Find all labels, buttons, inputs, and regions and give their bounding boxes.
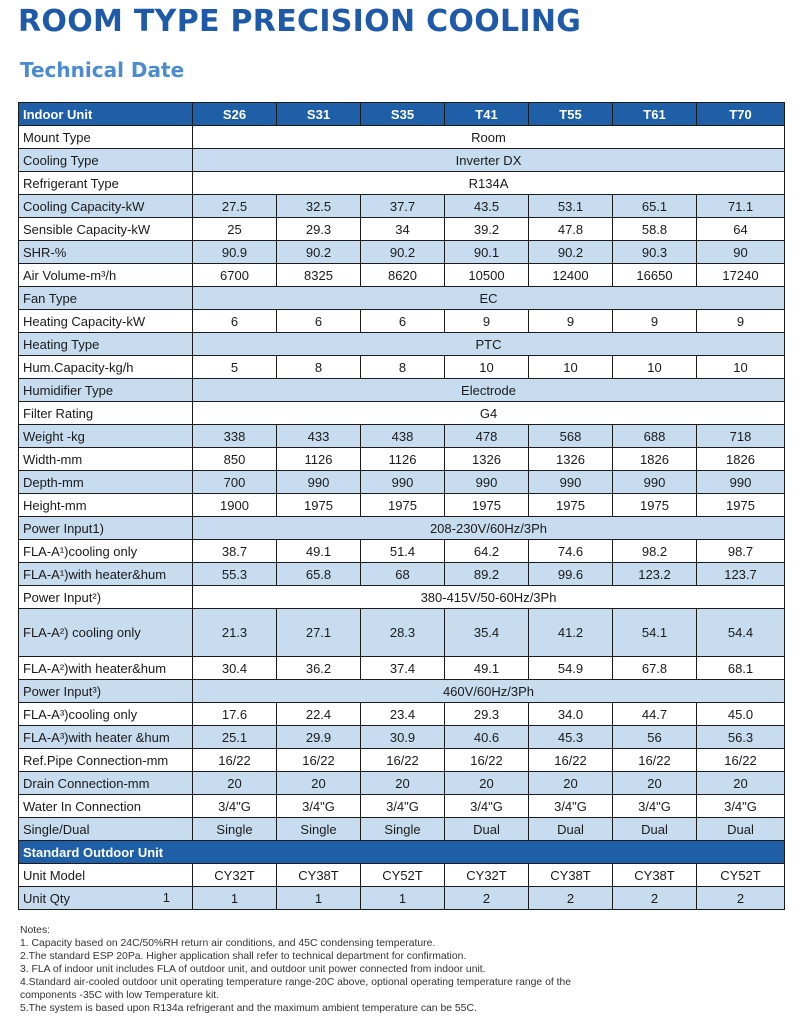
table-cell: 568 (529, 425, 613, 448)
row-label: Fan Type (19, 287, 193, 310)
table-cell: 12400 (529, 264, 613, 287)
table-cell: 98.7 (697, 540, 785, 563)
table-cell: 9 (529, 310, 613, 333)
table-cell: 53.1 (529, 195, 613, 218)
table-cell: CY32T (445, 864, 529, 887)
table-row (19, 563, 785, 586)
table-cell: 90.9 (193, 241, 277, 264)
row-label: Water In Connection (19, 795, 193, 818)
table-row (19, 195, 785, 218)
spanning-value: 460V/60Hz/3Ph (193, 680, 785, 703)
table-cell: 44.7 (613, 703, 697, 726)
spanning-value: Electrode (193, 379, 785, 402)
page-title: ROOM TYPE PRECISION COOLING (18, 4, 582, 39)
table-cell: 990 (613, 471, 697, 494)
table-cell: 16/22 (529, 749, 613, 772)
table-cell: 6 (361, 310, 445, 333)
table-cell: 64 (697, 218, 785, 241)
table-cell: 1975 (697, 494, 785, 517)
row-label: Power Input1) (19, 517, 193, 540)
table-cell: CY52T (697, 864, 785, 887)
table-cell: 58.8 (613, 218, 697, 241)
table-cell: 1975 (445, 494, 529, 517)
table-cell: 22.4 (277, 703, 361, 726)
column-header: T55 (529, 103, 613, 126)
table-cell: 27.5 (193, 195, 277, 218)
table-row (19, 726, 785, 749)
table-cell: Single (193, 818, 277, 841)
row-label-text: Unit Model (23, 867, 86, 883)
table-cell: 90.2 (277, 241, 361, 264)
table-cell: 2 (697, 887, 785, 910)
table-row (19, 149, 785, 172)
table-cell: 45.3 (529, 726, 613, 749)
table-cell: 39.2 (445, 218, 529, 241)
table-cell: 49.1 (445, 657, 529, 680)
table-cell: 98.2 (613, 540, 697, 563)
table-cell: 25 (193, 218, 277, 241)
table-cell: 1975 (361, 494, 445, 517)
table-cell: CY32T (193, 864, 277, 887)
table-cell: 36.2 (277, 657, 361, 680)
table-cell: 1126 (277, 448, 361, 471)
spanning-value: R134A (193, 172, 785, 195)
spanning-value: EC (193, 287, 785, 310)
table-cell: 23.4 (361, 703, 445, 726)
table-cell: 43.5 (445, 195, 529, 218)
table-cell: 3/4"G (445, 795, 529, 818)
header-label: Indoor Unit (19, 103, 193, 126)
table-cell: 29.3 (445, 703, 529, 726)
row-label: Weight -kg (19, 425, 193, 448)
table-cell: 9 (445, 310, 529, 333)
row-label: Refrigerant Type (19, 172, 193, 195)
table-cell: 20 (697, 772, 785, 795)
table-cell: 1975 (277, 494, 361, 517)
row-label: Hum.Capacity-kg/h (19, 356, 193, 379)
table-cell: 1326 (529, 448, 613, 471)
table-row (19, 887, 785, 910)
table-row (19, 264, 785, 287)
table-cell: 718 (697, 425, 785, 448)
table-cell: 34 (361, 218, 445, 241)
column-header: T61 (613, 103, 697, 126)
row-label: Width-mm (19, 448, 193, 471)
table-cell: 2 (613, 887, 697, 910)
table-cell: CY38T (613, 864, 697, 887)
table-cell: 6 (277, 310, 361, 333)
table-cell: 99.6 (529, 563, 613, 586)
note-item: 2.The standard ESP 20Pa. Higher application shall refer to technical department for confirmation. (20, 951, 467, 962)
notes (20, 924, 790, 1015)
table-cell: 688 (613, 425, 697, 448)
row-label: Drain Connection-mm (19, 772, 193, 795)
row-label: Depth-mm (19, 471, 193, 494)
row-label: Power Input³) (19, 680, 193, 703)
table-row (19, 356, 785, 379)
table-cell: 45.0 (697, 703, 785, 726)
table-row (19, 425, 785, 448)
table-cell: 27.1 (277, 609, 361, 657)
table-cell: 17240 (697, 264, 785, 287)
note-item: 4.Standard air-cooled outdoor unit operating temperature range-20C above, optional operating temperature range of the (20, 977, 572, 988)
table-cell: 8 (277, 356, 361, 379)
row-label: Height-mm (19, 494, 193, 517)
table-cell: 16/22 (445, 749, 529, 772)
row-label: Filter Rating (19, 402, 193, 425)
table-cell: 990 (697, 471, 785, 494)
table-row (19, 818, 785, 841)
table-cell: 10 (613, 356, 697, 379)
table-cell: 28.3 (361, 609, 445, 657)
spanning-value: G4 (193, 402, 785, 425)
table-cell: 89.2 (445, 563, 529, 586)
row-label: Sensible Capacity-kW (19, 218, 193, 241)
row-label (19, 887, 193, 910)
table-cell: 990 (529, 471, 613, 494)
table-cell: 47.8 (529, 218, 613, 241)
table-cell: 9 (613, 310, 697, 333)
outdoor-section-header: Standard Outdoor Unit (19, 841, 785, 864)
table-cell: 3/4"G (613, 795, 697, 818)
table-row (19, 540, 785, 563)
table-cell: 1826 (613, 448, 697, 471)
table-row (19, 448, 785, 471)
table-cell: 478 (445, 425, 529, 448)
table-row (19, 218, 785, 241)
table-cell: 51.4 (361, 540, 445, 563)
table-cell: 16/22 (193, 749, 277, 772)
table-header-row (19, 103, 785, 126)
table-row (19, 795, 785, 818)
table-cell: 20 (193, 772, 277, 795)
table-cell: Dual (529, 818, 613, 841)
table-cell: 10500 (445, 264, 529, 287)
table-cell: 90.2 (361, 241, 445, 264)
table-cell: 3/4"G (697, 795, 785, 818)
table-cell: 90.2 (529, 241, 613, 264)
table-cell: 16/22 (697, 749, 785, 772)
table-cell: 123.7 (697, 563, 785, 586)
row-label: SHR-% (19, 241, 193, 264)
table-cell: 1 (277, 887, 361, 910)
row-label: FLA-A²) cooling only (19, 609, 193, 657)
row-label: Heating Capacity-kW (19, 310, 193, 333)
table-cell: 68.1 (697, 657, 785, 680)
table-cell: 990 (445, 471, 529, 494)
table-cell: 25.1 (193, 726, 277, 749)
note-item: 3. FLA of indoor unit includes FLA of outdoor unit, and outdoor unit power connected from indoor unit. (20, 964, 486, 975)
table-row (19, 772, 785, 795)
table-cell: CY52T (361, 864, 445, 887)
table-cell: 3/4"G (361, 795, 445, 818)
table-cell: 56.3 (697, 726, 785, 749)
table-cell: 990 (277, 471, 361, 494)
table-row (19, 333, 785, 356)
table-cell: 40.6 (445, 726, 529, 749)
table-row (19, 494, 785, 517)
table-cell: 17.6 (193, 703, 277, 726)
table-row (19, 172, 785, 195)
table-cell: 37.4 (361, 657, 445, 680)
table-cell: 8620 (361, 264, 445, 287)
table-cell: 1900 (193, 494, 277, 517)
table-cell: 1975 (613, 494, 697, 517)
table-cell: Single (361, 818, 445, 841)
table-row (19, 864, 785, 887)
table-cell: 8 (361, 356, 445, 379)
table-cell: 20 (613, 772, 697, 795)
table-cell: 20 (361, 772, 445, 795)
row-label: Ref.Pipe Connection-mm (19, 749, 193, 772)
column-header: S26 (193, 103, 277, 126)
table-cell: 30.9 (361, 726, 445, 749)
table-row (19, 517, 785, 540)
table-cell: 37.7 (361, 195, 445, 218)
table-row (19, 609, 785, 657)
table-row (19, 287, 785, 310)
table-cell: 32.5 (277, 195, 361, 218)
table-cell: 2 (529, 887, 613, 910)
table-cell: Single (277, 818, 361, 841)
table-cell: 1 (193, 887, 277, 910)
table-cell: 30.4 (193, 657, 277, 680)
spanning-value: 380-415V/50-60Hz/3Ph (193, 586, 785, 609)
row-label: FLA-A³)with heater &hum (19, 726, 193, 749)
row-label-value: 1 (162, 890, 170, 905)
row-label: Humidifier Type (19, 379, 193, 402)
table-cell: Dual (697, 818, 785, 841)
spanning-value: 208-230V/60Hz/3Ph (193, 517, 785, 540)
table-cell: 71.1 (697, 195, 785, 218)
spec-table (18, 102, 785, 910)
notes-heading: Notes: (20, 925, 51, 936)
table-cell: 90.3 (613, 241, 697, 264)
table-row (19, 703, 785, 726)
row-label: FLA-A²)with heater&hum (19, 657, 193, 680)
table-cell: 850 (193, 448, 277, 471)
column-header: T41 (445, 103, 529, 126)
table-cell: CY38T (529, 864, 613, 887)
row-label: Heating Type (19, 333, 193, 356)
page-subtitle: Technical Date (20, 58, 185, 82)
table-cell: 54.9 (529, 657, 613, 680)
table-row (19, 241, 785, 264)
table-cell: 55.3 (193, 563, 277, 586)
table-cell: 49.1 (277, 540, 361, 563)
table-cell: 16/22 (613, 749, 697, 772)
column-header: S31 (277, 103, 361, 126)
table-cell: 990 (361, 471, 445, 494)
table-cell: 1826 (697, 448, 785, 471)
table-cell: 90 (697, 241, 785, 264)
table-cell: 10 (697, 356, 785, 379)
table-cell: Dual (445, 818, 529, 841)
table-cell: 16/22 (361, 749, 445, 772)
table-cell: 16/22 (277, 749, 361, 772)
table-cell: 3/4"G (277, 795, 361, 818)
spanning-value: PTC (193, 333, 785, 356)
table-cell: 3/4"G (529, 795, 613, 818)
table-cell: 74.6 (529, 540, 613, 563)
table-row (19, 680, 785, 703)
row-label: Cooling Capacity-kW (19, 195, 193, 218)
table-cell: 6 (193, 310, 277, 333)
table-cell: 20 (529, 772, 613, 795)
row-label: FLA-A¹)with heater&hum (19, 563, 193, 586)
row-label: FLA-A¹)cooling only (19, 540, 193, 563)
spanning-value: Inverter DX (193, 149, 785, 172)
table-row (19, 749, 785, 772)
table-row (19, 310, 785, 333)
table-cell: 123.2 (613, 563, 697, 586)
table-cell: 29.3 (277, 218, 361, 241)
table-cell: 10 (445, 356, 529, 379)
table-row (19, 586, 785, 609)
table-cell: 338 (193, 425, 277, 448)
table-cell: 68 (361, 563, 445, 586)
table-cell: 90.1 (445, 241, 529, 264)
table-cell: 10 (529, 356, 613, 379)
row-label: Mount Type (19, 126, 193, 149)
row-label: Cooling Type (19, 149, 193, 172)
table-cell: 1326 (445, 448, 529, 471)
table-row (19, 471, 785, 494)
table-cell: 3/4"G (193, 795, 277, 818)
table-cell: 56 (613, 726, 697, 749)
table-cell: 433 (277, 425, 361, 448)
table-row (19, 402, 785, 425)
note-item: components -35C with low Temperature kit. (20, 990, 220, 1001)
table-row (19, 126, 785, 149)
note-item: 5.The system is based upon R134a refrigerant and the maximum ambient temperature can be 55C. (20, 1003, 477, 1014)
table-row (19, 657, 785, 680)
table-cell: Dual (613, 818, 697, 841)
column-header: S35 (361, 103, 445, 126)
table-cell: 9 (697, 310, 785, 333)
table-cell: 67.8 (613, 657, 697, 680)
table-cell: 1 (361, 887, 445, 910)
row-label (19, 864, 193, 887)
note-item: 1. Capacity based on 24C/50%RH return air conditions, and 45C condensing temperature. (20, 938, 436, 949)
table-cell: 20 (277, 772, 361, 795)
row-label: Power Input²) (19, 586, 193, 609)
table-cell: 1975 (529, 494, 613, 517)
row-label: FLA-A³)cooling only (19, 703, 193, 726)
table-cell: 38.7 (193, 540, 277, 563)
spec-table-body (19, 103, 785, 910)
table-cell: 16650 (613, 264, 697, 287)
row-label-text: Unit Qty (23, 890, 70, 906)
table-cell: 700 (193, 471, 277, 494)
table-cell: 41.2 (529, 609, 613, 657)
notes-list (20, 937, 790, 1015)
table-cell: CY38T (277, 864, 361, 887)
table-cell: 65.1 (613, 195, 697, 218)
column-header: T70 (697, 103, 785, 126)
outdoor-section-row (19, 841, 785, 864)
row-label: Air Volume-m³/h (19, 264, 193, 287)
table-cell: 438 (361, 425, 445, 448)
spanning-value: Room (193, 126, 785, 149)
table-cell: 5 (193, 356, 277, 379)
table-cell: 20 (445, 772, 529, 795)
table-cell: 34.0 (529, 703, 613, 726)
table-cell: 2 (445, 887, 529, 910)
table-cell: 54.4 (697, 609, 785, 657)
table-cell: 1126 (361, 448, 445, 471)
table-cell: 64.2 (445, 540, 529, 563)
table-cell: 6700 (193, 264, 277, 287)
table-cell: 65.8 (277, 563, 361, 586)
table-cell: 21.3 (193, 609, 277, 657)
row-label: Single/Dual (19, 818, 193, 841)
table-row (19, 379, 785, 402)
table-cell: 8325 (277, 264, 361, 287)
table-cell: 54.1 (613, 609, 697, 657)
table-cell: 35.4 (445, 609, 529, 657)
table-cell: 29.9 (277, 726, 361, 749)
